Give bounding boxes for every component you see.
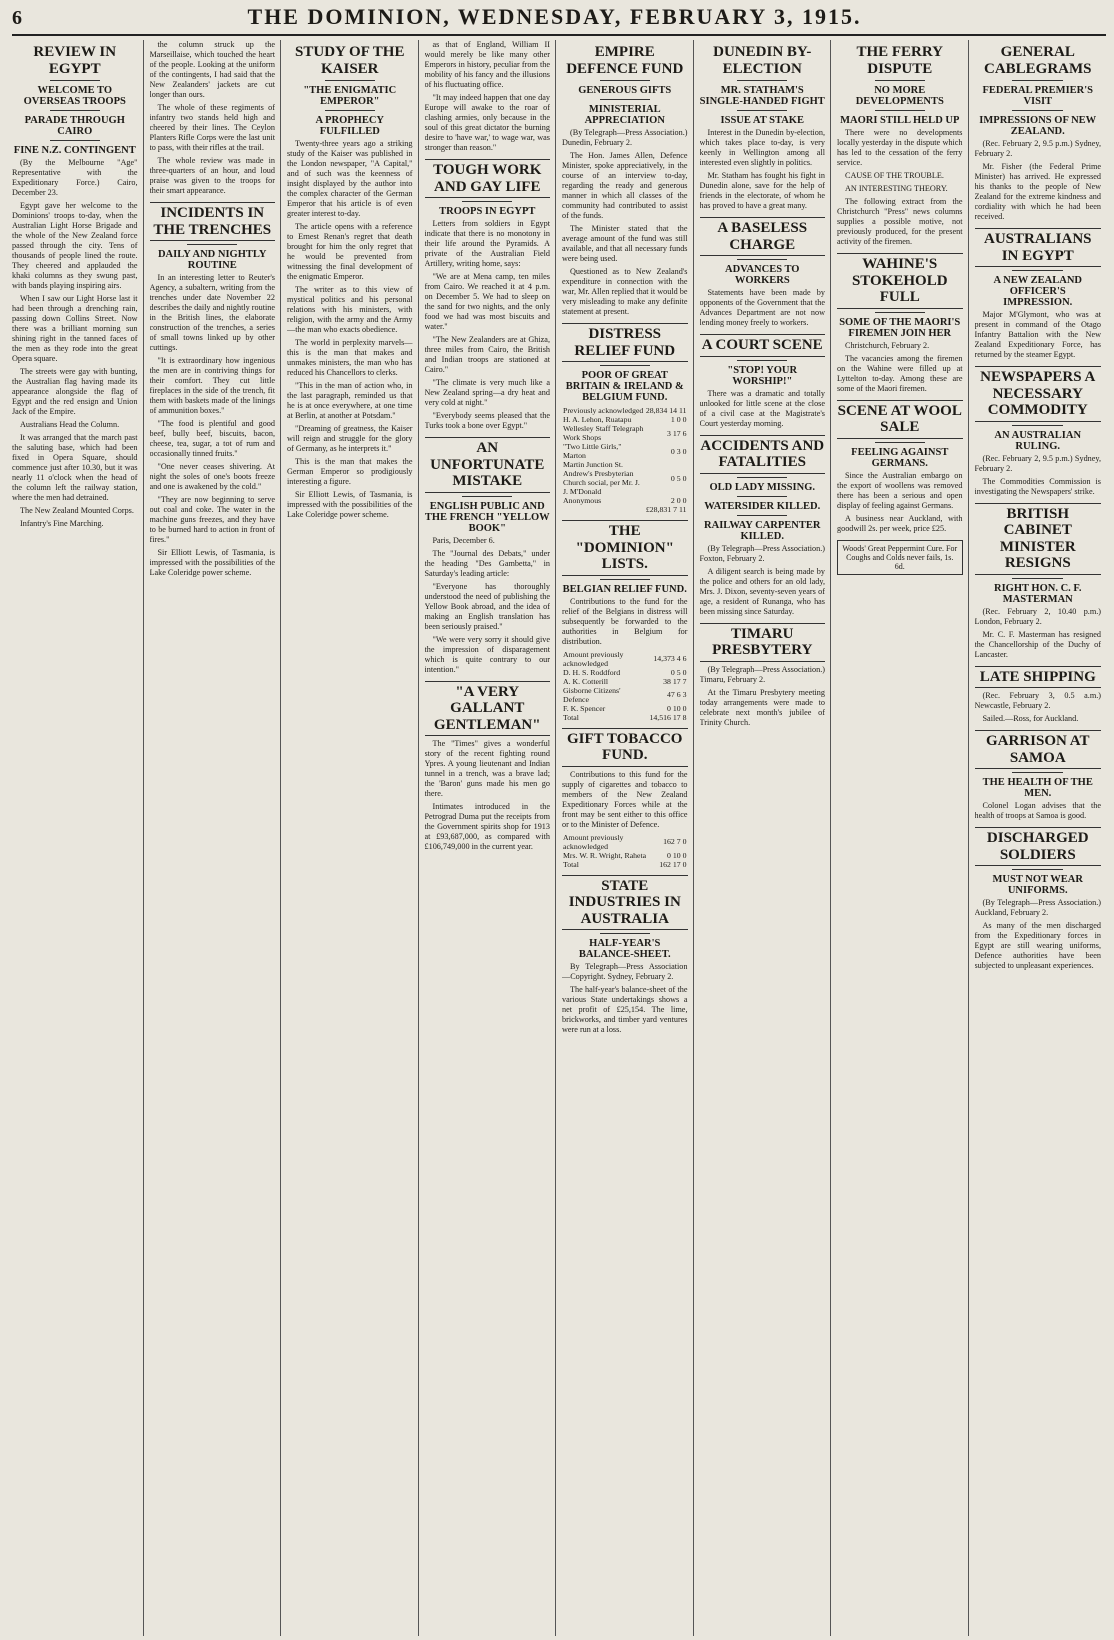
article-paragraph: The whole of these regiments of infantry two stands held high and cheered by their lines. The Ceylon Planters Rifle Corps were the last unit to pass, with their rifles at the trail. <box>149 103 275 152</box>
article-headline: NEWSPAPERS A NECESSARY COMMODITY <box>975 366 1102 422</box>
article-paragraph: Major M'Glymont, who was at present in command of the Otago Infantry Battalion with the New Zealand Expeditionary Force, has returned by the steamer Egypt. <box>974 310 1101 359</box>
article-paragraph: Questioned as to New Zealand's expenditure in connection with the war, Mr. Allen replied that it would be very misleading to make any definite statement at present. <box>562 267 688 316</box>
article-paragraph: A business near Auckland, with goodwill 2s. per week, price £25. <box>837 513 963 533</box>
fund-row <box>562 442 688 460</box>
article-headline: DUNEDIN BY-ELECTION <box>713 44 812 77</box>
article-paragraph: At the Timaru Presbytery meeting today arrangements were made to celebrate next month's jubilee of Trinity Church. <box>699 687 825 727</box>
article <box>975 827 1102 971</box>
article-paragraph: The writer as to this view of mystical politics and his personal relations with his ministers, with religion, with the army and the Army—the man who exacts obedience. <box>287 285 413 334</box>
divider <box>187 244 237 245</box>
fund-donor: Gisborne Citizens' Defence <box>563 685 621 704</box>
divider <box>1012 270 1063 271</box>
fund-amount: 0 5 0 <box>670 473 687 483</box>
article <box>425 437 551 675</box>
article <box>837 400 963 534</box>
article-paragraph: "One never ceases shivering. At night the soles of one's boots freeze and one is awakened by the cold." <box>149 462 275 491</box>
article-paragraph: "The climate is very much like a New Zealand spring—a dry heat and very cold at night." <box>424 378 550 407</box>
fund-donor: Wellesley Staff Telegraph Work Shops <box>563 424 644 442</box>
article-paragraph: Infantry's Fine Marching. <box>20 519 104 528</box>
article-paragraph: Contributions to this fund for the supply of cigarettes and tobacco to members of the New Zealand Expeditionary Forces while at the front may be sent either to this office or to the Minister of Defence. <box>562 769 688 829</box>
article-paragraph: Sailed.—Ross, for Auckland. <box>982 714 1079 723</box>
article-paragraph: (Rec. February 2, 10.40 p.m.) London, February 2. <box>974 606 1101 626</box>
article-paragraph: The Hon. James Allen, Defence Minister, spoke appreciatively, in the course of an interview to-day, regarding the ready and generous manner in which all classes of the community had contributed to assist of the funds. <box>562 151 688 220</box>
article-subheadline: NO MORE DEVELOPMENTS <box>855 85 944 107</box>
article-paragraph: "Everybody seems pleased that the Turks took a bone over Egypt." <box>424 411 550 430</box>
fund-row <box>562 851 688 860</box>
article-subheadline: A NEW ZEALAND OFFICER'S IMPRESSION. <box>993 275 1082 308</box>
article-paragraph: "This in the man of action who, in the last paragraph, reminded us that he is at once everywhere, at one time at Berlin, at another at Potsdam." <box>287 381 413 420</box>
divider <box>462 496 512 497</box>
article-headline: TOUGH WORK AND GAY LIFE <box>425 159 551 198</box>
article-subheadline: FEDERAL PREMIER'S VISIT <box>982 85 1094 107</box>
article-paragraph: The article opens with a reference to Ernest Renan's regret that death brought for him the only regret that he would be prevented from witnessing the final development of the enigmatic Emperor. <box>287 222 413 281</box>
fund-row <box>562 406 688 415</box>
article-paragraph: The Commodities Commission is investigating the Newspapers' strike. <box>974 476 1101 496</box>
article-paragraph: Australians Head the Column. <box>20 420 120 429</box>
article-headline: GARRISON AT SAMOA <box>975 730 1102 769</box>
article-subheadline: WATERSIDER KILLED. <box>704 500 821 512</box>
article-paragraph: Contributions to the fund for the relief of the Belgians in distress will subsequently be forwarded to the authorities in Belgium for distribution. <box>562 596 688 646</box>
article-headline: DISTRESS RELIEF FUND <box>562 323 688 362</box>
article-paragraph: The New Zealand Mounted Corps. <box>20 506 134 515</box>
article-subheadline: DAILY AND NIGHTLY ROUTINE <box>157 249 267 271</box>
fund-amount: 0 3 0 <box>670 446 687 456</box>
article-paragraph: The half-year's balance-sheet of the various State undertakings shows a net profit of £25,154. The lime, brickworks, and timber yard ventures were run at a loss. <box>562 985 688 1034</box>
divider <box>600 80 650 81</box>
fund-row <box>562 496 688 505</box>
article-paragraph: (By Telegraph—Press Association.) Foxton, February 2. <box>699 543 825 563</box>
article-subheadline: TROOPS IN EGYPT <box>439 206 536 217</box>
fund-table <box>562 406 688 514</box>
divider <box>600 99 650 100</box>
article-paragraph: The Minister stated that the average amount of the fund was still available, and that all necessary funds were being used. <box>562 224 688 263</box>
divider <box>875 442 925 443</box>
article-paragraph: A diligent search is being made by the police and others for an old lady, Mrs. J. Dixon, seventy-seven years of age, a resident of Runanga, who has been missing since Saturday. <box>699 566 825 616</box>
article-paragraph: Sir Elliott Lewis, of Tasmania, is impressed with the possibilities of the Lake Coleridge power scheme. <box>149 548 275 577</box>
fund-donor: Total <box>563 712 579 722</box>
columns <box>12 40 1106 1636</box>
article <box>562 728 688 869</box>
article-subheadline: RAILWAY CARPENTER KILLED. <box>704 519 821 542</box>
article-paragraph: Mr. Fisher (the Federal Prime Minister) has arrived. He expressed his thanks to the people of New Zealand for the extreme kindness and cordiality with which he had been received. <box>974 162 1101 221</box>
article-headline: A COURT SCENE <box>700 334 826 357</box>
article <box>837 44 963 247</box>
article-paragraph: AN INTERESTING THEORY. <box>845 184 948 193</box>
divider <box>462 201 512 202</box>
fund-row <box>562 505 688 514</box>
article <box>700 217 826 328</box>
article-subheadline: THE HEALTH OF THE MEN. <box>982 777 1093 799</box>
fund-donor: Martin Junction St. Andrew's Presbyterian Church social, per Mr. J. J. M'Donald <box>563 460 640 496</box>
page-number: 6 <box>12 7 23 29</box>
article <box>150 40 276 196</box>
column-5 <box>562 40 694 1636</box>
article-paragraph: In an interesting letter to Reuter's Agency, a subaltern, writing from the trenches under date November 22 describes the daily and nightly routine in the British lines, the elaborate construction of the trenches, a series of small towns linked up by other cuttings. <box>149 273 275 352</box>
article-paragraph: (By Telegraph—Press Association.) Timaru, February 2. <box>699 664 825 684</box>
article-subheadline: MINISTERIAL APPRECIATION <box>584 104 665 126</box>
fund-table <box>562 650 688 722</box>
article-paragraph: The "Times" gives a wonderful story of the recent fighting round Ypres. A young lieutenant and Indian tunnel in a trench, was a brave lad; the 'Baron' guns made his men go there. <box>424 739 550 798</box>
article-headline: WAHINE'S STOKEHOLD FULL <box>837 253 963 309</box>
article-paragraph: By Telegraph—Press Association—Copyright. Sydney, February 2. <box>562 962 688 981</box>
article <box>837 253 963 394</box>
fund-row <box>562 677 688 686</box>
article-paragraph: Twenty-three years ago a striking study of the Kaiser was published in the London newspaper, "A Capital," and of such was the keenness of insight displayed by the author into the complex character of the German Emperor that his article is of even greater interest to-day. <box>287 139 413 218</box>
article-subheadline: MR. STATHAM'S SINGLE-HANDED FIGHT <box>699 85 825 107</box>
article-subheadline: "STOP! YOUR WORSHIP!" <box>727 364 798 387</box>
article-headline: TIMARU PRESBYTERY <box>700 623 826 662</box>
divider <box>1012 578 1063 579</box>
fund-row <box>562 713 688 722</box>
fund-amount: £28,831 7 11 <box>645 505 687 514</box>
fund-amount: 14,373 4 6 <box>653 654 687 663</box>
fund-row <box>562 460 688 496</box>
divider <box>1012 772 1063 773</box>
article-paragraph: (By Telegraph—Press Association.) Dunedin, February 2. <box>562 128 688 147</box>
article-paragraph: The whole review was made in three-quarters of an hour, and loud praise was given to the troops for their smart appearance. <box>149 156 275 195</box>
column-8 <box>975 40 1107 1636</box>
article <box>975 666 1102 725</box>
fund-table <box>562 833 688 869</box>
article <box>975 228 1102 360</box>
article-subheadline: POOR OF GREAT BRITAIN & IRELAND & BELGIUM FUND. <box>565 370 684 403</box>
fund-amount: 47 6 3 <box>667 690 687 699</box>
fund-row <box>562 860 688 869</box>
divider <box>600 365 650 366</box>
article-headline: STATE INDUSTRIES IN AUSTRALIA <box>562 875 688 931</box>
article-subheadline: PARADE THROUGH CAIRO <box>24 115 125 137</box>
divider <box>50 140 100 141</box>
article-subheadline: WELCOME TO OVERSEAS TROOPS <box>23 85 126 107</box>
column-1 <box>12 40 144 1636</box>
article-subheadline: MUST NOT WEAR UNIFORMS. <box>992 874 1083 896</box>
article-paragraph: Intimates introduced in the Petrograd Duma put the receipts from the Government spirits shop for 1913 at £93,687,000, as compared with £106,749,000 in the current year. <box>424 802 550 851</box>
divider <box>50 110 100 111</box>
fund-amount: 28,834 14 11 <box>645 406 687 415</box>
newspaper-title: THE DOMINION, WEDNESDAY, FEBRUARY 3, 1915. <box>247 4 862 29</box>
divider <box>1012 110 1063 111</box>
article-paragraph: The world in perplexity marvels—this is the man that makes and unmakes ministers, the man who has reduced his Chancellors to clerks. <box>287 338 413 377</box>
article-headline: "A VERY GALLANT GENTLEMAN" <box>425 681 551 737</box>
article-subheadline: ADVANCES TO WORKERS <box>725 264 800 286</box>
article-subheadline: IMPRESSIONS OF NEW ZEALAND. <box>979 115 1097 137</box>
article-paragraph: "They are now beginning to serve out coal and coke. The water in the machine guns freezes, and they have to be burned hard to action in front of fires." <box>149 495 275 544</box>
article-subheadline: "THE ENIGMATIC EMPEROR" <box>303 85 397 107</box>
article-paragraph: Since the Australian embargo on the export of woollens was removed there has been a serious and open display of feeling against Germans. <box>837 470 963 510</box>
divider <box>737 80 787 81</box>
article-paragraph: Egypt gave her welcome to the Dominions' troops to-day, when the Australian Light Horse Brigade and the whole of the New Zealand force passed through the city. Tens of thousands of people lined the route. They cheered and applauded the khaki columns as they swung past, with bands playing inspiring airs. <box>12 201 138 290</box>
article-headline: STUDY OF THE KAISER <box>295 44 405 77</box>
article-headline: ACCIDENTS AND FATALITIES <box>700 435 826 474</box>
article <box>562 520 688 722</box>
fund-donor: D. H. S. Roddford <box>563 667 621 677</box>
article-subheadline: GENEROUS GIFTS <box>578 85 672 96</box>
article-paragraph: (Rec. February 3, 0.5 a.m.) Newcastle, February 2. <box>974 691 1101 710</box>
article-paragraph: Statements have been made by opponents of the Government that the Advances Department are not now lending money freely to workers. <box>699 288 825 327</box>
column-4 <box>425 40 557 1636</box>
fund-row <box>562 704 688 713</box>
fund-row <box>562 833 688 851</box>
article-paragraph: "We were very sorry it should give the impression of disparagement which is quite contrary to our intention." <box>424 634 550 674</box>
article-paragraph: Mr. C. F. Masterman has resigned the Chancellorship of the Duchy of Lancaster. <box>974 629 1101 659</box>
fund-donor: Previously acknowledged <box>563 406 644 415</box>
article-subheadline: AN AUSTRALIAN RULING. <box>994 429 1082 452</box>
column-3 <box>287 40 419 1636</box>
article-paragraph: The following extract from the Christchurch "Press" news columns supplies a possible motive, not previously produced, for the present activity of the firemen. <box>837 197 963 246</box>
article-paragraph: "We are at Mena camp, ten miles from Cairo. We reached it at 4 p.m. on December 5. We had to sleep on the sand for two nights, and the only food we had was most biscuits and water." <box>424 272 550 331</box>
article-paragraph: Letters from soldiers in Egypt indicate that there is no monotony in their life around the Pyramids. A private of the Australian Field Artillery, writing home, says: <box>424 219 550 268</box>
divider <box>737 515 787 516</box>
fund-row <box>562 686 688 704</box>
fund-amount: 162 7 0 <box>663 837 687 846</box>
article-subheadline: ISSUE AT STAKE <box>720 115 804 126</box>
article-headline: GIFT TOBACCO FUND. <box>562 728 688 767</box>
fund-amount: 14,516 17 8 <box>649 712 687 722</box>
divider <box>737 360 787 361</box>
article <box>562 323 688 514</box>
article-paragraph: When I saw our Light Horse last it had been through a drenching rain, passing down Collins Street. Now there was a brilliant morning sun shining right in the tanned faces of the men as they rode into the great Opera square. <box>12 294 138 363</box>
article-paragraph: CAUSE OF THE TROUBLE. <box>845 171 944 180</box>
article-headline: DISCHARGED SOLDIERS <box>975 827 1102 866</box>
article-subheadline: FINE N.Z. CONTINGENT <box>13 145 136 156</box>
article-paragraph: "Everyone has thoroughly understood the need of publishing the Yellow Book abroad, and the idea of making an English translation has been seriously praised." <box>424 581 550 631</box>
article <box>425 681 551 853</box>
article-paragraph: Christchurch, February 2. <box>845 340 930 350</box>
article <box>975 730 1102 821</box>
article <box>700 334 826 429</box>
divider <box>600 579 650 580</box>
fund-donor: Amount previously acknowledged <box>563 649 624 668</box>
article-headline: GENERAL CABLEGRAMS <box>983 44 1092 77</box>
fund-amount: 38 17 7 <box>663 676 687 686</box>
article-headline: INCIDENTS IN THE TRENCHES <box>150 202 276 241</box>
article-paragraph: "It is extraordinary how ingenious the men are in contriving things for their comfort. They cut little fireplaces in the side of the trench, fit them with baskets made of the linings of ammunition boxes." <box>149 356 275 415</box>
article-paragraph: As many of the men discharged from the Expeditionary forces in Egypt are still wearing uniforms, Defence authorities have been subjected to unpleasant experiences. <box>974 921 1101 970</box>
article-paragraph: This is the man that makes the German Emperor so prodigiously interesting a figure. <box>287 457 413 486</box>
fund-donor: Amount previously acknowledged <box>563 832 624 851</box>
article-headline: AN UNFORTUNATE MISTAKE <box>425 437 551 493</box>
article-headline: REVIEW IN EGYPT <box>33 44 117 77</box>
column-2 <box>150 40 282 1636</box>
article <box>562 44 688 317</box>
article-subheadline: RIGHT HON. C. F. MASTERMAN <box>993 582 1082 605</box>
fund-amount: 0 10 0 <box>667 703 687 713</box>
article-paragraph: The "Journal des Debats," under the heading "Des Gambetta," in Saturday's leading article: <box>424 548 550 578</box>
fund-donor: Mrs. W. R. Wright, Raheta <box>563 850 647 860</box>
article-subheadline: OLD LADY MISSING. <box>709 481 815 493</box>
article <box>700 435 826 617</box>
article-paragraph: (By the Melbourne "Age" Representative with the Expeditionary Force.) Cairo, December 23. <box>12 158 138 197</box>
fund-amount: 2 0 0 <box>670 496 687 505</box>
article-paragraph: (Rec. February 2, 9.5 p.m.) Sydney, February 2. <box>974 139 1101 158</box>
article-paragraph: "The food is plentiful and good beef, bully beef, biscuits, bacon, cheese, tea, sugar, a tot of rum and occasionally tinned fruits." <box>149 419 275 458</box>
fund-row <box>562 650 688 668</box>
article-subheadline: A PROPHECY FULFILLED <box>315 115 385 137</box>
article-subheadline: ENGLISH PUBLIC AND THE FRENCH "YELLOW BOOK" <box>424 500 550 534</box>
article-paragraph: "Dreaming of greatness, the Kaiser will reign and struggle for the glory of Germany, as he interprets it." <box>287 424 413 453</box>
article-paragraph: "It may indeed happen that one day Europe will awake to the roar of clashing armies, only because in the soul of this great dictator the burning desire to 'have war,' to wage war, was stronger than reason." <box>424 93 550 152</box>
article-paragraph: Mr. Statham has fought his fight in Dunedin alone, save for the help of friends in the electorate, of whom he has proved to have a great many. <box>699 171 825 210</box>
masthead <box>12 4 1106 36</box>
article-subheadline: MAORI STILL HELD UP <box>840 115 960 126</box>
fund-row <box>562 668 688 677</box>
fund-donor: Anonymous <box>563 496 602 505</box>
article-paragraph: the column struck up the Marseillaise, which touched the heart of the people. Looking at the uniform of the contingents, I had said that the New Zealanders' jackets are cut longer than ours. <box>149 40 275 99</box>
fund-donor <box>562 505 645 514</box>
article-headline: EMPIRE DEFENCE FUND <box>566 44 684 77</box>
fund-donor: H. A. Lehon, Ruatapu <box>563 415 632 424</box>
article <box>425 40 551 153</box>
article-paragraph: There were no developments locally yesterday in the dispute which has led to the cessation of the ferry service. <box>837 128 963 167</box>
article-paragraph: "The New Zealanders are at Ghiza, three miles from Cairo, the British and Indian troops are stationed at Cairo." <box>424 335 550 374</box>
divider <box>875 80 925 81</box>
divider <box>875 110 925 111</box>
article-subheadline: SOME OF THE MAORI'S FIREMEN JOIN HER <box>839 316 961 339</box>
article-paragraph: (By Telegraph—Press Association.) Auckland, February 2. <box>974 898 1101 917</box>
advertisement: Woods' Great Peppermint Cure. For Coughs and Colds never fails, 1s. 6d. <box>837 540 963 575</box>
fund-donor: A. K. Cotterill <box>563 676 609 686</box>
divider <box>737 496 787 497</box>
article-headline: AUSTRALIANS IN EGYPT <box>975 228 1102 267</box>
article <box>975 44 1102 222</box>
article-headline: BRITISH CABINET MINISTER RESIGNS <box>975 503 1102 575</box>
divider <box>1012 425 1063 426</box>
article <box>700 44 826 211</box>
article-subheadline: FEELING AGAINST GERMANS. <box>851 446 949 469</box>
article <box>700 623 826 728</box>
divider <box>50 80 100 81</box>
divider <box>875 312 925 313</box>
divider <box>737 110 787 111</box>
article-paragraph: Interest in the Dunedin by-election, which takes place to-day, is very keenly in Wellington among all interested even slightly in politics. <box>699 128 825 167</box>
article <box>562 875 688 1036</box>
article-paragraph: There was a dramatic and totally unlooked for little scene at the close of a civil case at the Magistrate's Court yesterday morning. <box>699 388 825 428</box>
article <box>975 366 1102 497</box>
fund-amount: 0 10 0 <box>667 850 687 860</box>
article <box>975 503 1102 660</box>
article-paragraph: Sir Elliott Lewis, of Tasmania, is impressed with the possibilities of the Lake Coleridge power scheme. <box>287 490 413 519</box>
divider <box>1012 80 1063 81</box>
article-headline: THE FERRY DISPUTE <box>856 44 944 77</box>
article-headline: THE "DOMINION" LISTS. <box>562 520 688 576</box>
column-6 <box>700 40 832 1636</box>
article-paragraph: (Rec. February 2, 9.5 p.m.) Sydney, February 2. <box>974 453 1101 473</box>
article-paragraph: The streets were gay with bunting, the Australian flag having made its appearance alongside the flag of Egypt and the red ensign and Union Jack of the Empire. <box>12 367 138 416</box>
article-paragraph: as that of England, William II would merely be like many other Emperors in history, peculiar from the mobility of his fancy and the illusions of his fluctuating office. <box>424 40 550 89</box>
article <box>150 202 276 578</box>
article <box>287 44 413 520</box>
divider <box>1012 869 1063 870</box>
fund-row <box>562 415 688 424</box>
fund-donor: "Two Little Girls," Marton <box>563 442 622 460</box>
divider <box>325 110 375 111</box>
fund-amount: 3 17 6 <box>667 428 687 438</box>
article-headline: SCENE AT WOOL SALE <box>837 400 963 439</box>
fund-row <box>562 424 688 442</box>
column-7 <box>837 40 969 1636</box>
article-paragraph: Paris, December 6. <box>432 535 495 545</box>
fund-donor: F. K. Spencer <box>563 703 606 713</box>
fund-amount: 1 0 0 <box>670 415 687 424</box>
article-subheadline: HALF-YEAR'S BALANCE-SHEET. <box>578 938 671 960</box>
divider <box>737 259 787 260</box>
article-paragraph: The vacancies among the firemen on the Wahine were filled up at Lyttelton to-day. Among these are some of the Maori firemen. <box>837 353 963 393</box>
article-subheadline: BELGIAN RELIEF FUND. <box>562 583 687 595</box>
article-headline: A BASELESS CHARGE <box>700 217 826 256</box>
article-headline: LATE SHIPPING <box>975 666 1102 689</box>
fund-donor: Total <box>563 859 579 869</box>
article <box>425 159 551 431</box>
fund-amount: 162 17 0 <box>659 859 687 869</box>
divider <box>737 477 787 478</box>
fund-amount: 0 5 0 <box>670 667 687 677</box>
article <box>12 44 138 529</box>
article-paragraph: It was arranged that the march past the saluting base, which had been fixed in Opera Square, should commence just after 10.30, but it was nearly 11 o'clock when the head of the column left the railway station, where the men had detrained. <box>12 433 138 502</box>
article-paragraph: Colonel Logan advises that the health of troops at Samoa is good. <box>974 801 1101 820</box>
divider <box>325 80 375 81</box>
divider <box>600 933 650 934</box>
